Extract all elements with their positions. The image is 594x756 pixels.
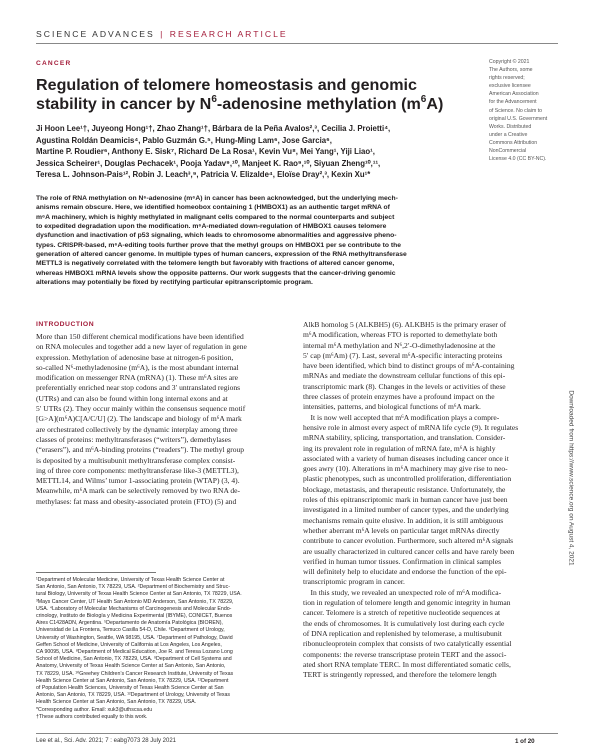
body-line: AlkB homolog 5 (ALKBH5) (6). ALKBH5 is the primary eraser of [303,320,507,329]
body-line: plastic phenotypes, such as uncontrolled proliferation, differentiation [303,474,512,484]
footnote-line: San Antonio, San Antonio, TX 78229, USA. ²Department of Biochemistry and Struc- [36,584,230,591]
footer-divider [36,733,558,734]
right-column [303,320,559,680]
abstract [36,194,476,287]
copyright-line: The Authors, some [489,67,533,74]
footnote-line: TX 78229, USA. ¹⁰Greehey Children’s Cancer Research Institute, University of Texas [36,670,234,677]
abstract-line: dysfunction and inactivation of p53 signaling, which leads to chromosome abnormalities and aggressive pheno- [36,232,397,240]
affiliations-footnotes [36,577,292,721]
article-category: CANCER [36,60,72,67]
author-line: Teresa L. Johnson-Pais¹², Robin J. Leach³,⁹, Patricia V. Elizalde⁴, Eloïse Dray²,³, Kexin Xu¹* [36,170,371,180]
body-line: three classes of protein enzymes have a profound impact on the [303,392,495,402]
title-superscript: 6 [211,93,217,105]
page-number: 1 of 20 [515,738,535,745]
footnote-line: ¹Department of Molecular Medicine, University of Texas Health Science Center at [36,577,225,583]
body-line: ribonucleoprotein complex that consists of two catalytically essential [303,639,512,649]
footnote-line: of Population Health Sciences, University of Texas Health Science Center at San [36,685,224,692]
body-line: It is now well accepted that m⁶A modification plays a compre- [303,412,500,422]
article-title [36,76,476,114]
abstract-line: whereas HMBOX1 mRNA levels show the opposite patterns. Our work suggests that the cancer-driving genomic [36,269,396,277]
title-superscript: 6 [420,93,427,105]
body-line: contribute to cancer evolution. Furthermore, such altered m⁶A signals [303,536,514,546]
abstract-line: alterations may potentially be fixed by rectifying particular epitranscriptomic program. [36,279,313,287]
copyright-line: for the Advancement [489,99,537,106]
body-line: [G>A](m⁶A)C[A/C/U] (2). The landscape and biology of m⁶A mark [36,414,242,424]
abstract-line: The role of RNA methylation on N⁶-adenosine (m⁶A) in cancer has been acknowledged, but the underlying mech- [36,195,398,202]
body-line: TERT is stringently repressed, and therefore the telomere length [303,670,497,680]
body-line: of DNA replication and replenished by telomerase, a multisubunit [303,628,502,638]
footnote-line: Health Science Center at San Antonio, San Antonio, TX 78229, USA. ¹¹Department [36,677,229,684]
footnote-line: Antonio, San Antonio, TX 78229, USA. ¹²Department of Urology, University of Texas [36,692,231,699]
footnote-line: CA 90095, USA. ⁸Department of Medical Education, Joe R. and Teresa Lozano Long [36,649,233,656]
body-line: intensities, patterns, and biological functions of m⁶A mark. [303,402,481,412]
abstract-line: anisms remain obscure. Here, we identified homeobox containing 1 (HMBOX1) as an authentic target mRNA of [36,204,390,212]
corresponding-author: *Corresponding author. Email: xuk3@uthscsa.edu [36,706,153,713]
body-line: ated short RNA template TERC. In most differentiated somatic cells, [303,659,511,669]
body-line: tion in regulation of telomere length and genomic integrity in human [303,598,511,608]
copyright-line: of Science. No claim to [489,107,543,114]
copyright-line: Copyright © 2021 [489,59,530,65]
equal-contribution-note: †These authors contributed equally to this work. [36,713,148,720]
body-line: mechanisms remain quite elusive. In addition, it is still ambiguous [303,515,504,525]
journal-name: SCIENCE ADVANCES [36,29,155,39]
author-list [36,123,480,181]
footnote-line: tural Biology, University of Texas Health Science Center at San Antonio, TX 78229, USA. [36,591,242,598]
author-line: Ji Hoon Lee¹†, Juyeong Hong¹†, Zhao Zhang¹†, Bárbara de la Peña Avalos²,³, Cecilia J. Proietti⁴, [36,124,391,133]
footnote-line: Anatomy, University of Texas Health Science Center at San Antonio, San Antonio, [36,663,226,670]
abstract-line: m⁶A machinery, which is highly methylated in malignant cells compared to the normal counterparts and subject [36,213,395,221]
abstract-line: to expedited degradation upon the modification. m⁶A-mediated down-regulation of HMBOX1 causes telomere [36,223,387,231]
body-line: roles of this epitranscriptomic mark in human cancer have just been [303,495,508,505]
copyright-notice [489,58,559,163]
footnote-line: Geffen School of Medicine, University of California at Los Angeles, Los Angeles, [36,641,222,648]
footnote-line: USA. ⁴Laboratory of Molecular Mechanisms of Carcinogenesis and Molecular Endo- [36,605,232,612]
footnote-divider [36,572,156,573]
body-line: (“erasers”), and m⁶A-binding proteins (“readers”). The methyl group [36,445,245,455]
journal-header [36,29,288,39]
body-line: ing of three core components: methyltransferase like-3 (METTL3), [36,465,239,475]
body-line: preferentially enriched near stop codons and 3′ untranslated regions [36,383,241,393]
footnote-line: ³Mays Cancer Center, UT Health San Antonio MD Anderson, San Antonio, TX 78229, [36,598,234,605]
citation-footer: Lee et al., Sci. Adv. 2021; 7 : eabg7073 28 July 2021 [36,738,176,744]
body-line: m⁶A modification, whereas FTO is reported to demethylate both [303,330,498,340]
body-line: transcriptomic program in cancer. [303,577,405,587]
body-line: associated with a variety of human diseases including cancer once it [303,453,509,463]
title-text: stability in cancer by N [36,95,212,113]
body-line: METTL14, and Wilms’ tumor 1-associating protein (WTAP) (3, 4). [36,476,240,486]
body-line: on RNA molecules and together add a new layer of regulation in gene [36,342,247,352]
body-line: transcriptomic mark (8). Changes in the levels or activities of these [303,381,506,391]
footnote-line: Aires C1428ADN, Argentina. ⁵Departamento de Anatomía Patológica (BIOREN), [36,620,223,627]
author-line: Agustina Roldán Deamicis⁴, Pablo Guzmán G.⁵, Hung-Ming Lam⁶, Jose Garcia⁶, [36,135,332,145]
body-line: Meanwhile, m⁶A mark can be selectively removed by two RNA de- [36,486,241,496]
copyright-line: Works. Distributed [489,123,532,130]
section-heading-introduction: INTRODUCTION [36,321,95,328]
download-note: Downloaded from https://www.science.org on August 4, 2021 [567,390,575,566]
abstract-line: generation of altered cancer genome. In multiple types of human cancers, expression of the RNA methyltransferase [36,251,407,259]
abstract-line: types. CRISPR-based, m⁶A-editing tools further prove that the methyl groups on HMBOX1 per se contribute to the [36,241,402,249]
title-text: -adenosine methylation (m [216,95,421,113]
footnote-line: School of Medicine, San Antonio, TX 78229, USA. ⁹Department of Cell Systems and [36,656,232,663]
author-line: Jessica Scheirer¹, Douglas Pechacek¹, Pooja Yadav⁹,¹⁰, Manjeet K. Rao⁹,¹⁰, Siyuan Zheng¹⁰,¹¹, [36,158,381,168]
copyright-line: NonCommercial [489,148,527,155]
title-line-1: Regulation of telomere homeostasis and genomic [36,76,417,94]
body-line: components: the reverse transcriptase protein TERT and the associ- [303,649,507,659]
body-line: so-called N⁶-methyladenosine (m⁶A), is the most abundant internal [36,362,239,372]
body-line: the ends of chromosomes. It is cumulatively lost during each cycle [303,618,505,628]
body-line: 5′ cap (m⁶Am) (7). Last, several m⁶A-specific interacting proteins [303,350,503,360]
body-line: have been identified, which bind to distinct groups of m⁶A-containing [303,361,515,371]
header-divider [36,43,558,44]
body-line: whether aberrant m⁶A levels on particular target mRNAs directly [303,525,500,535]
body-line: hensive role in almost every aspect of mRNA life cycle (9). It regulates [303,422,519,432]
copyright-line: Commons Attribution [489,139,538,146]
body-line: will definitely help to elucidate and endorse the function of the epi- [303,567,507,577]
header-separator: | [160,29,165,39]
body-line: expression. Methylation of adenosine base at nitrogen-6 position, [36,352,234,362]
copyright-line: rights reserved; [489,75,525,82]
body-line: investigated in a limited number of cancer types, and the underlying [303,505,509,515]
body-line: 5′ UTRs (2). They occur mainly within the consensus sequence motif [36,404,246,414]
body-line: are usually characterized in cultured cancer cells and have rarely been [303,546,515,556]
body-line: cancer. Telomere is a stretch of repetitive nucleotide sequences at [303,608,501,618]
footnote-line: Universidad de La Frontera, Temuco Casilla 54-D, Chile. ⁶Department of Urology, [36,627,225,634]
copyright-line: under a Creative [489,131,528,138]
copyright-line: American Association [489,91,539,98]
body-line: In this study, we revealed an unexpected role of m⁶A modifica- [303,587,502,597]
body-line: internal m⁶A methylation and N⁶,2′-O-dimethyladenosine at the [303,340,496,350]
body-line: mRNAs and mediate the downstream cellular functions of this epi- [303,371,506,381]
body-line: (UTRs) and can also be found within long internal exons and at [36,393,228,403]
article-section: RESEARCH ARTICLE [169,29,288,39]
footnote-line: Health Science Center at San Antonio, San Antonio, TX 78229, USA. [36,699,197,706]
title-line-2 [36,95,476,114]
left-column [36,320,292,507]
body-line: modification on messenger RNA (mRNA) (1). These m⁶A sites are [36,373,239,383]
body-line: blockage, metastasis, and therapeutic resistance. Unfortunately, the [303,484,506,494]
body-line: verified in human tumor tissues. Confirmation in clinical samples [303,556,502,566]
body-line: classes of proteins: methyltransferases (“writers”), demethylases [36,434,231,444]
abstract-line: METTL3 is negatively correlated with the telomere length but favorably with fractions of altered cancer genome, [36,260,395,268]
body-line: mRNA stability, splicing, transportation, and translation. Consider- [303,433,506,443]
author-line: Martine P. Roudier⁶, Anthony E. Sisk⁷, Richard De La Rosa¹, Kevin Vu⁸, Mei Yang¹, Yiji Liao¹, [36,147,375,157]
body-line: More than 150 different chemical modifications have been identified [36,332,244,341]
copyright-line: License 4.0 (CC BY-NC). [489,156,547,163]
body-line: goes awry (10). Alterations in m⁶A machinery may give rise to neo- [303,464,508,474]
copyright-line: exclusive licensee [489,83,531,90]
title-text: A) [426,95,444,113]
body-line: ing its prevalent role in regulation of mRNA fate, m⁶A is highly [303,443,496,453]
body-line: methylases: fat mass and obesity-associated protein (FTO) (5) and [36,496,237,506]
body-line: are orchestrated collectively by the dynamic interplay among three [36,424,238,434]
footnote-line: University of Washington, Seattle, WA 98195, USA. ⁷Department of Pathology, David [36,634,233,641]
copyright-line: original U.S. Government [489,115,548,122]
footnote-line: crinology, Instituto de Biología y Medicina Experimental (IBYME), CONICET, Buenos [36,613,233,620]
body-line: is deposited by a multisubunit methyltransferase complex consist- [36,455,236,465]
